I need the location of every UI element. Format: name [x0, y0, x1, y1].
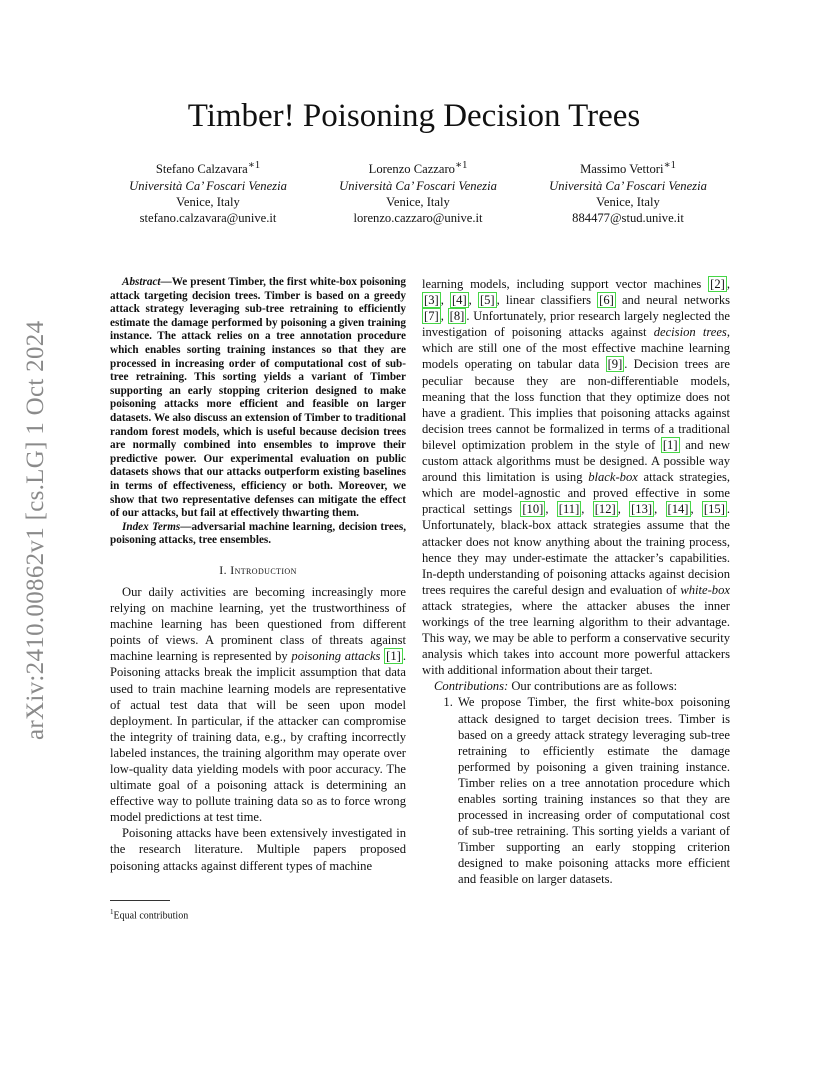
abstract — [110, 276, 406, 521]
author-location: Venice, Italy — [596, 195, 660, 209]
citation-link[interactable]: [5] — [479, 293, 495, 308]
citation-link[interactable]: [8] — [449, 309, 465, 324]
right-column — [422, 276, 730, 888]
author-affiliation: Università Ca’ Foscari Venezia — [549, 178, 707, 193]
author-mark: ∗1 — [454, 160, 468, 171]
contributions-heading: Contributions: Our contributions are as follows: — [434, 679, 678, 694]
author-name: Massimo Vettori — [580, 162, 664, 177]
contributions-label: Contributions: — [434, 679, 509, 694]
abstract-label: Abstract — [122, 276, 161, 288]
abstract-text: —We present Timber, the first white-box poisoning attack targeting decision trees. Timber is based on a greedy attack strategy leveraging sub-tree retraining to efficiently estimate the damage performed by poisoning a given training instance. The attack relies on a tree annotation procedure which enables sorting training instances so that they are processed in increasing order of computational cost of sub-tree retraining. This sorting yields a variant of Timber supporting an early stopping criterion designed to make poisoning attacks more efficient and feasible on larger datasets. We also discuss an extension of Timber to traditional random forest models, which is useful because decision trees are normally combined into ensembles to improve their predictive power. Our experimental evaluation on public datasets shows that our attacks outperform existing baselines in terms of effectiveness, efficiency or both. Moreover, we show that two representative defenses can mitigate the effect of our attacks, but fail at effectively thwarting them. — [110, 276, 406, 520]
citation-link[interactable]: [12] — [594, 502, 616, 517]
intro-paragraph-2: Poisoning attacks have been extensively investigated in the research literature. Multiple papers proposed poisoning attacks against different types of machine — [110, 826, 406, 873]
author-location: Venice, Italy — [176, 195, 240, 209]
author-name: Stefano Calzavara — [155, 162, 248, 177]
contributions-list — [422, 694, 730, 887]
footnote-divider — [110, 900, 170, 901]
emphasis: white-box — [680, 582, 730, 597]
intro-paragraph-2-cont: learning models, including support vector machines [2] , [3] , [4] , [5] , linear classifiers [6] and neural networks [7] , [8] . Unfortunately, prior research largely neglected the investigation of poisoning attacks against decision trees, which are still one of the most effective machine learning models operating on tabular data [9] . Decision trees are peculiar because they are non-differentiable models, meaning that the loss function that they optimize does not have a gradient. This implies that poisoning attacks against decision trees cannot be formalized in terms of a traditional bilevel optimization problem in the style of [1] and new custom attack algorithms must be designed. A possible way around this limitation is using black-box attack strategies, which are model-agnostic and proved effective in some practical settings [10] , [11] , [12] , [13] , [14] , [15] . Unfortunately, black-box attack strategies assume that the attacker does not know anything about the training process, hence they may under-estimate the attacker’s capabilities. In-depth understanding of poisoning attacks against decision trees requires the careful design and evaluation of white-box attack strategies, where the attacker abuses the inner workings of the tree learning algorithm to their advantage. This way, we may be able to perform a conservative security analysis which takes into account more powerful attackers with additional information about their target. — [422, 277, 731, 678]
citation-link[interactable]: [7] — [424, 309, 439, 324]
footnote-mark: 1 — [110, 908, 114, 916]
citation-link[interactable]: [15] — [703, 502, 725, 517]
intro-paragraph-1: Our daily activities are becoming increasingly more relying on machine learning, yet the trustworthiness of machine learning has been questioned from different points of views. A prominent class of threats against machine learning is represented by poisoning attacks [1] . Poisoning attacks break the implicit assumption that data used to train machine learning models are representative of actual test data that will be seen upon model deployment. In particular, if the attacker can compromise the integrity of training data, e.g., by crafting incorrectly labeled instances, the training algorithm may operate over low-quality data yielding models with poor accuracy. The ultimate goal of a poisoning attack is determining an effective way to pollute training data so as to force wrong model predictions at test time. — [110, 584, 406, 825]
citation-link[interactable]: [14] — [667, 502, 689, 517]
author-email[interactable]: lorenzo.cazzaro@unive.it — [353, 211, 483, 226]
author-email[interactable]: 884477@stud.unive.it — [572, 211, 684, 226]
author-affiliation: Università Ca’ Foscari Venezia — [129, 178, 287, 193]
footnote — [110, 908, 188, 921]
paper-title: Timber! Poisoning Decision Trees — [187, 98, 641, 134]
index-terms-text: —adversarial machine learning, decision trees, poisoning attacks, tree ensembles. — [110, 520, 406, 547]
citation-link[interactable]: [11] — [558, 502, 580, 517]
citation-link[interactable]: [1] — [662, 437, 678, 452]
author-name: Lorenzo Cazzaro — [368, 162, 455, 177]
citation-link[interactable]: [6] — [599, 293, 614, 308]
citation-link[interactable]: [9] — [607, 357, 623, 372]
citation-link[interactable]: [3] — [424, 293, 439, 308]
footnote-text: Equal contribution — [113, 910, 189, 922]
author-email[interactable]: stefano.calzavara@unive.it — [139, 211, 277, 226]
author-mark: ∗1 — [663, 160, 676, 171]
left-column — [110, 276, 406, 874]
arxiv-identifier: arXiv:2410.00862v1 [cs.LG] 1 Oct 2024 — [22, 320, 49, 740]
section-heading: I. Introduction — [219, 562, 297, 577]
author-location: Venice, Italy — [386, 195, 450, 209]
author-1 — [108, 158, 308, 227]
author-block — [108, 158, 728, 227]
emphasis: decision trees — [653, 325, 727, 340]
index-terms-label: Index Terms — [122, 520, 181, 533]
list-item: 1. We propose Timber, the first white-box poisoning attack designed to target decision trees. Timber is based on a greedy attack strategy leveraging sub-tree retraining to efficiently estimate the damage performed by poisoning a given training instance. Timber relies on a tree annotation procedure which enables sorting training instances so that they are processed in increasing order of computational cost of sub-tree retraining. This sorting yields a variant of Timber supporting an early stopping criterion designed to make poisoning attacks more efficient and feasible on larger datasets. — [456, 694, 730, 887]
author-mark: ∗1 — [247, 160, 261, 171]
author-3 — [528, 158, 728, 227]
citation-link[interactable]: [10] — [522, 502, 544, 517]
citation-link[interactable]: [1] — [386, 649, 401, 664]
author-2 — [318, 158, 518, 227]
citation-link[interactable]: [4] — [451, 293, 467, 308]
index-terms — [110, 521, 406, 548]
emphasis: poisoning attacks — [291, 649, 381, 664]
author-affiliation: Università Ca’ Foscari Venezia — [339, 178, 497, 193]
citation-link[interactable]: [13] — [631, 502, 653, 517]
emphasis: black-box — [588, 470, 638, 485]
citation-link[interactable]: [2] — [710, 277, 725, 291]
